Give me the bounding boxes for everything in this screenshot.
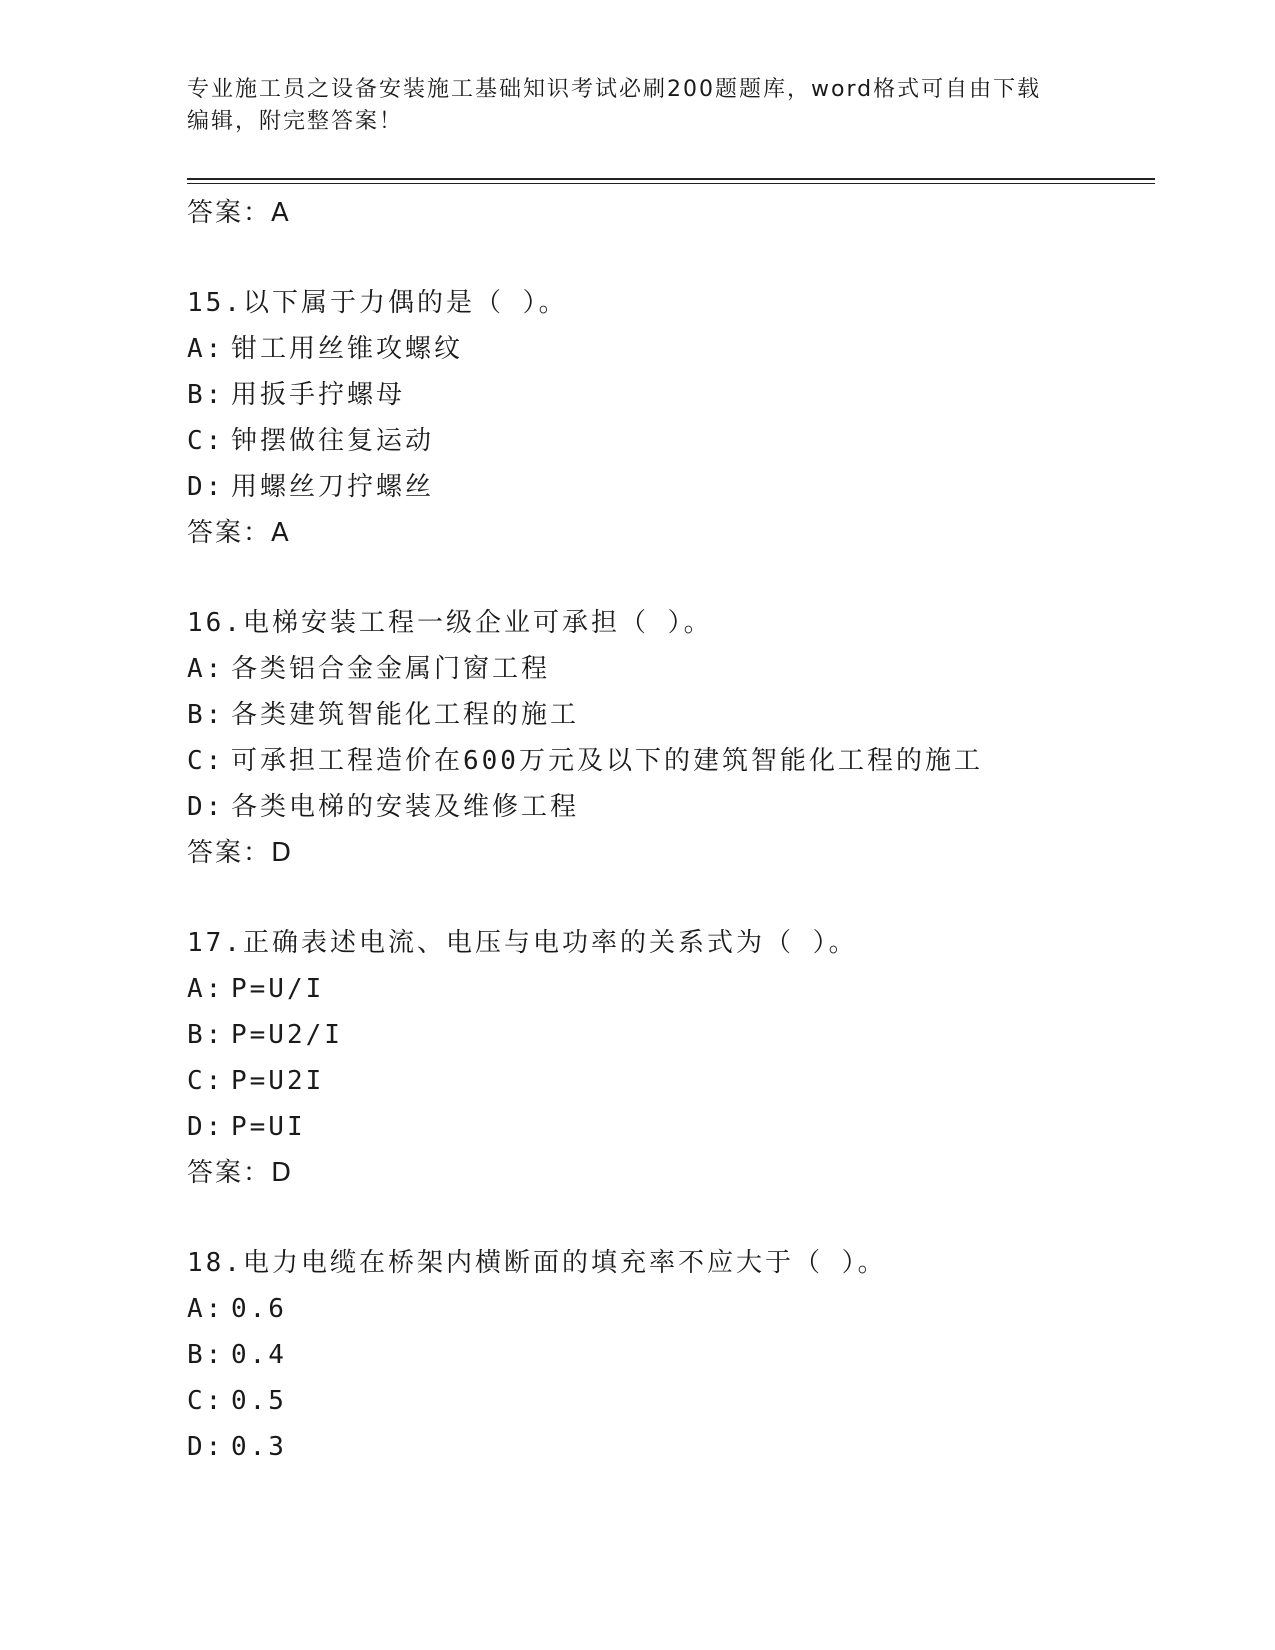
question-title: 16.电梯安装工程一级企业可承担（ ）。 — [187, 608, 713, 638]
option-text: 0.4 — [231, 1340, 287, 1370]
option-text: P=U2/I — [231, 1020, 343, 1050]
question-16 — [187, 600, 1155, 876]
question-17 — [187, 920, 1155, 1196]
document-header — [187, 74, 1067, 138]
option-letter: C: — [187, 1066, 225, 1096]
option-letter: A: — [187, 654, 225, 684]
option-a — [187, 966, 1155, 1012]
header-divider — [187, 178, 1155, 184]
option-letter: D: — [187, 792, 225, 822]
option-letter: B: — [187, 380, 225, 410]
question-18 — [187, 1240, 1155, 1470]
answer: 答案：A — [187, 518, 291, 548]
option-b — [187, 1012, 1155, 1058]
option-text: 0.5 — [231, 1386, 287, 1416]
question-list — [187, 190, 1155, 1470]
option-b — [187, 1332, 1155, 1378]
option-d — [187, 464, 1155, 510]
option-letter: A: — [187, 974, 225, 1004]
option-letter: B: — [187, 700, 225, 730]
option-text: P=U2I — [231, 1066, 325, 1096]
option-letter: D: — [187, 1112, 225, 1142]
option-letter: C: — [187, 426, 225, 456]
option-text: P=U/I — [231, 974, 325, 1004]
question-title: 18.电力电缆在桥架内横断面的填充率不应大于（ ）。 — [187, 1248, 887, 1278]
header-line-1: 专业施工员之设备安装施工基础知识考试必刷200题题库，word格式可自由下载 — [187, 77, 1042, 102]
option-c — [187, 738, 1155, 784]
option-text: 钳工用丝锥攻螺纹 — [231, 334, 464, 364]
option-text: 各类铝合金金属门窗工程 — [231, 654, 551, 684]
option-d — [187, 1424, 1155, 1470]
option-a — [187, 1286, 1155, 1332]
header-line-2: 编辑，附完整答案！ — [187, 109, 404, 134]
option-text: 0.6 — [231, 1294, 287, 1324]
answer: 答案：D — [187, 838, 294, 868]
option-b — [187, 692, 1155, 738]
option-letter: A: — [187, 1294, 225, 1324]
option-letter: C: — [187, 746, 225, 776]
option-text: P=UI — [231, 1112, 306, 1142]
option-text: 0.3 — [231, 1432, 287, 1462]
option-text: 钟摆做往复运动 — [231, 426, 435, 456]
option-c — [187, 1378, 1155, 1424]
question-15 — [187, 280, 1155, 556]
option-a — [187, 326, 1155, 372]
option-letter: B: — [187, 1020, 225, 1050]
option-text: 可承担工程造价在600万元及以下的建筑智能化工程的施工 — [231, 746, 983, 776]
option-a — [187, 646, 1155, 692]
question-title: 17.正确表述电流、电压与电功率的关系式为（ ）。 — [187, 928, 858, 958]
option-letter: D: — [187, 472, 225, 502]
option-text: 用螺丝刀拧螺丝 — [231, 472, 435, 502]
option-letter: A: — [187, 334, 225, 364]
option-text: 用扳手拧螺母 — [231, 380, 406, 410]
option-letter: B: — [187, 1340, 225, 1370]
option-text: 各类电梯的安装及维修工程 — [231, 792, 580, 822]
option-letter: D: — [187, 1432, 225, 1462]
option-c — [187, 418, 1155, 464]
option-c — [187, 1058, 1155, 1104]
option-text: 各类建筑智能化工程的施工 — [231, 700, 580, 730]
previous-answer: 答案：A — [187, 198, 291, 228]
option-b — [187, 372, 1155, 418]
option-d — [187, 1104, 1155, 1150]
answer: 答案：D — [187, 1158, 294, 1188]
question-title: 15.以下属于力偶的是（ ）。 — [187, 288, 568, 318]
option-letter: C: — [187, 1386, 225, 1416]
option-d — [187, 784, 1155, 830]
